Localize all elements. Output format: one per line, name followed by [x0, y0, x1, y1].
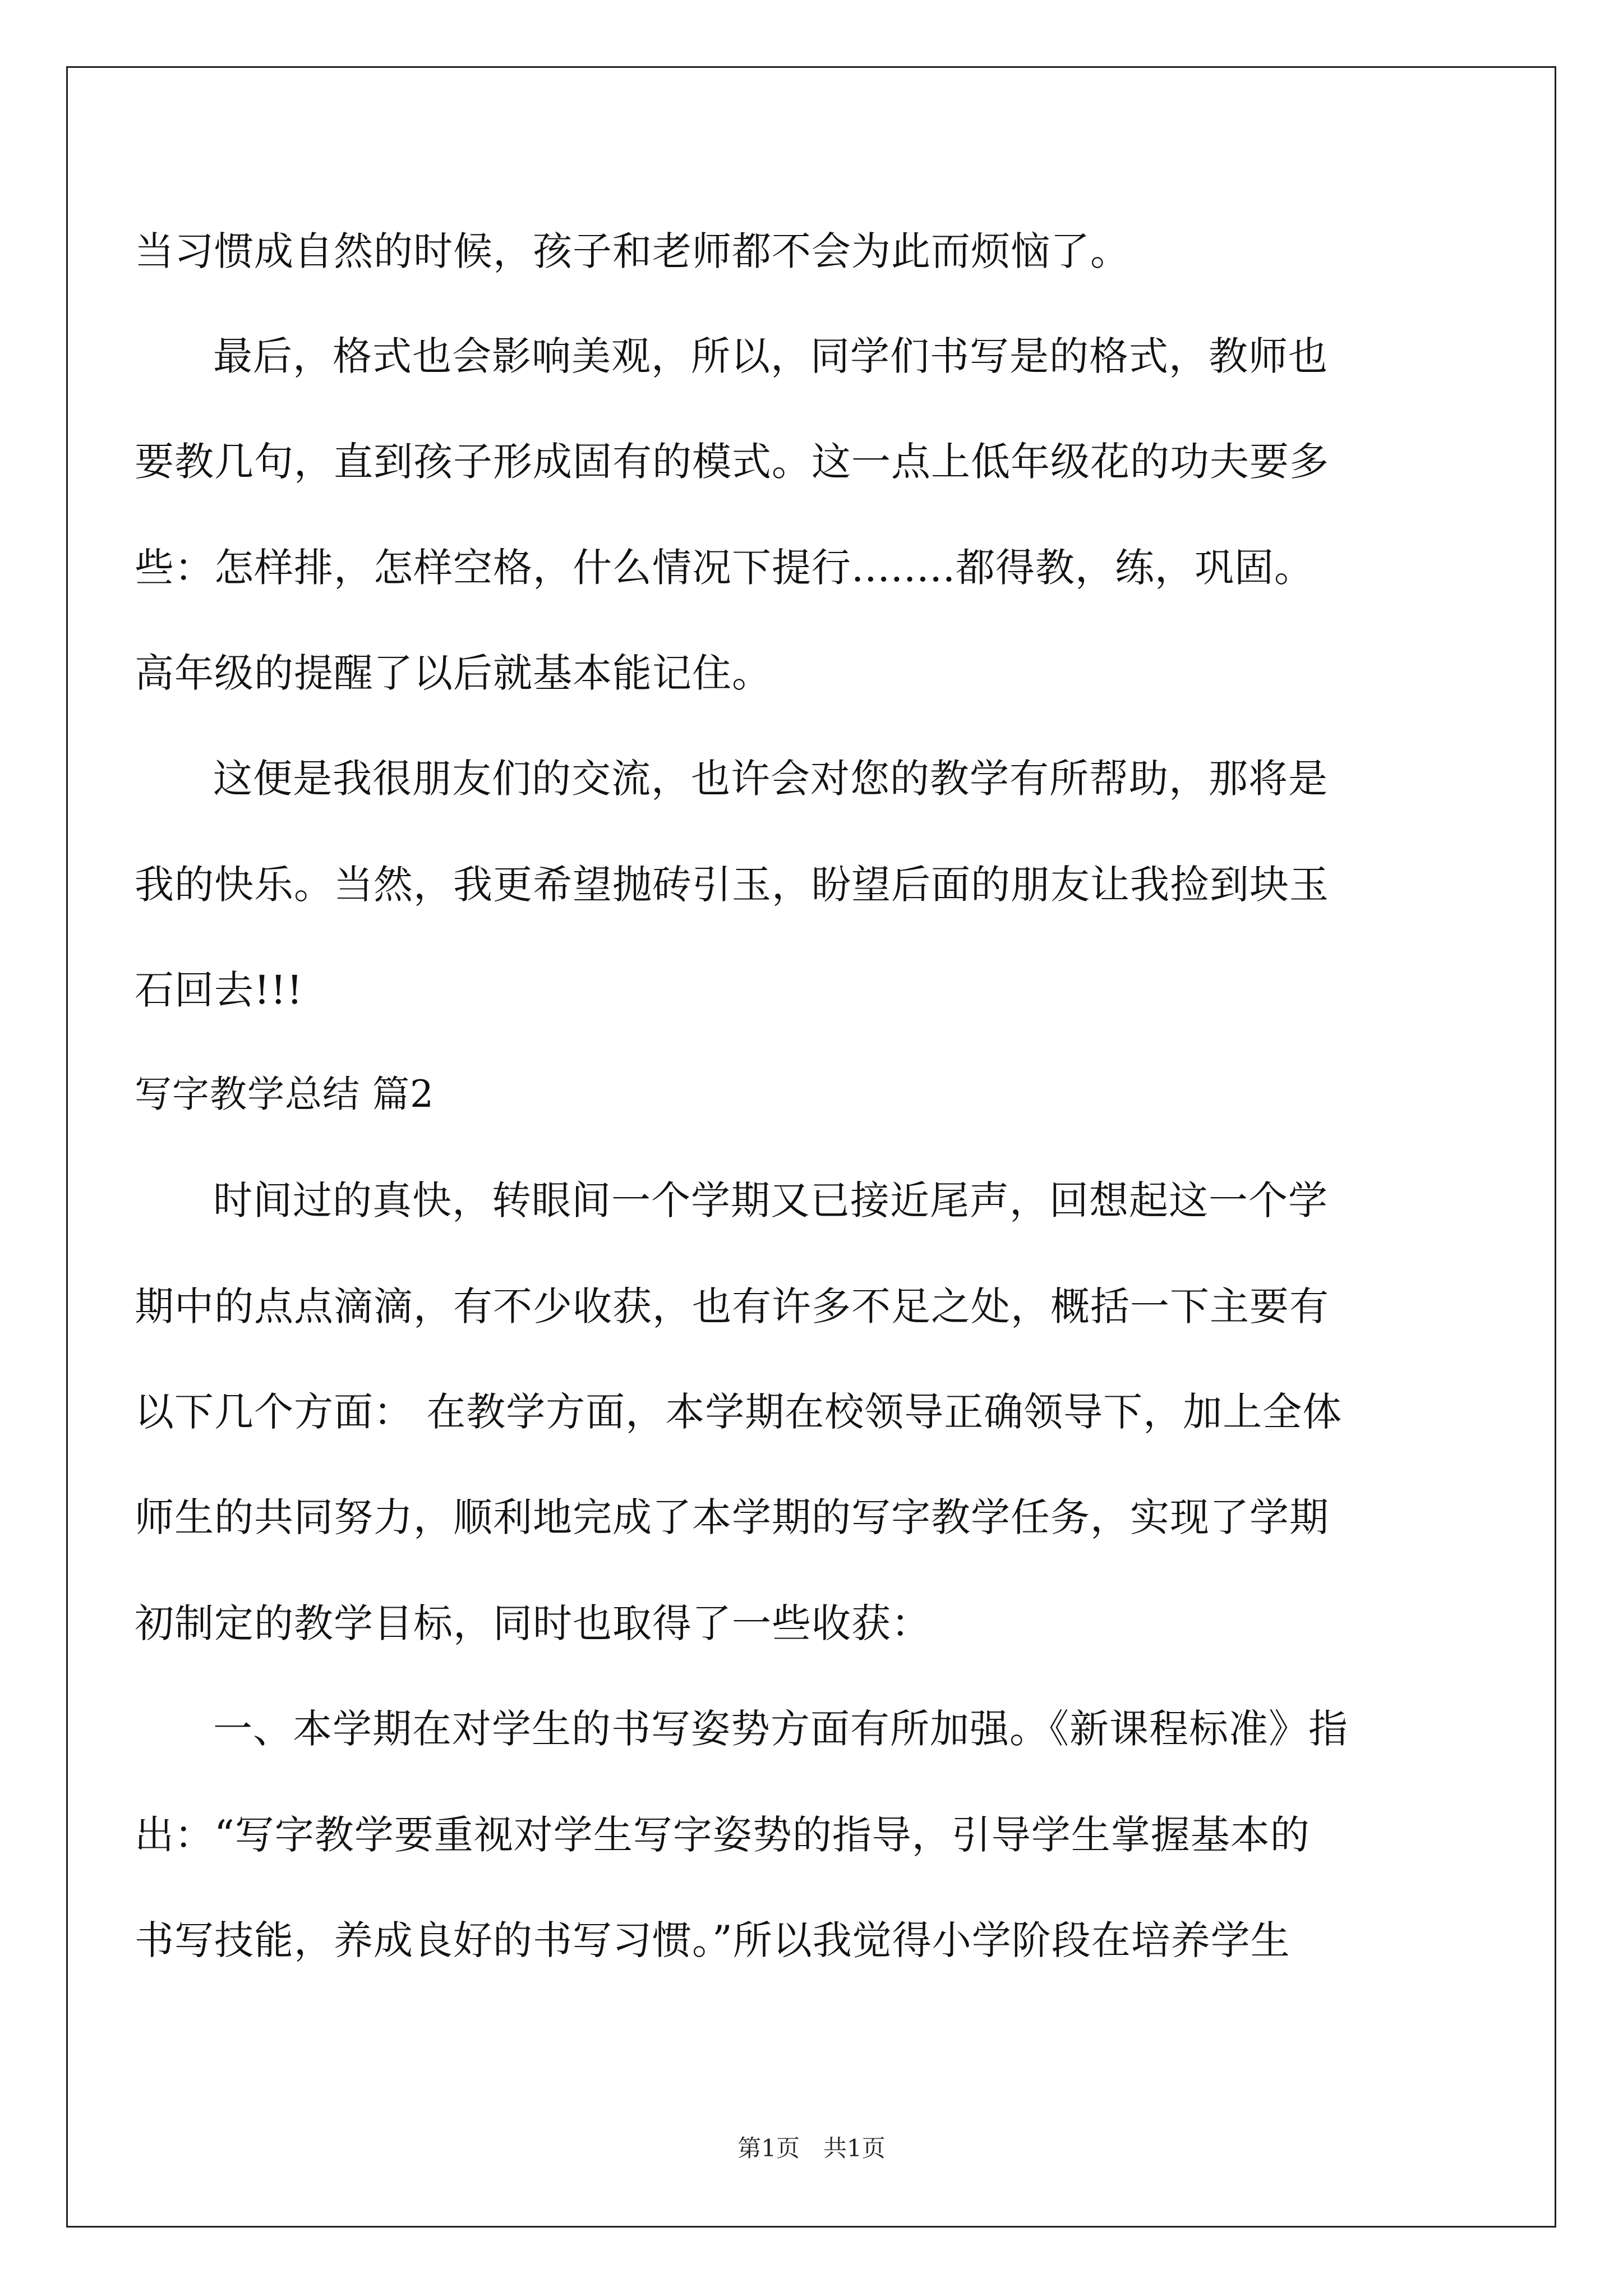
text-line-11: 期中的点点滴滴，有不少收获，也有许多不足之处，概括一下主要有	[135, 1283, 1329, 1329]
text-line-7: 我的快乐。当然，我更希望抛砖引玉，盼望后面的朋友让我捡到块玉	[135, 862, 1329, 908]
text-line-1: 当习惯成自然的时候，孩子和老师都不会为此而烦恼了。	[135, 228, 1130, 274]
text-line-12: 以下几个方面： 在教学方面，本学期在校领导正确领导下，加上全体	[135, 1389, 1343, 1435]
text-line-6: 这便是我很朋友们的交流，也许会对您的教学有所帮助，那将是	[213, 756, 1328, 802]
text-line-15: 一、本学期在对学生的书写姿势方面有所加强。《新课程标准》指	[213, 1706, 1348, 1752]
text-line-5: 高年级的提醒了以后就基本能记住。	[135, 650, 772, 696]
text-line-13: 师生的共同努力，顺利地完成了本学期的写字教学任务，实现了学期	[135, 1494, 1329, 1540]
text-line-16: 出：“写字教学要重视对学生写字姿势的指导，引导学生掌握基本的	[135, 1812, 1310, 1858]
text-line-14: 初制定的教学目标，同时也取得了一些收获：	[135, 1600, 931, 1646]
text-line-8: 石回去!!!	[135, 967, 303, 1013]
text-line-17: 书写技能，养成良好的书写习惯。”所以我觉得小学阶段在培养学生	[135, 1917, 1290, 1963]
text-line-2: 最后，格式也会影响美观，所以，同学们书写是的格式，教师也	[213, 333, 1328, 379]
text-line-10: 时间过的真快，转眼间一个学期又已接近尾声，回想起这一个学	[213, 1177, 1328, 1223]
page-number-footer: 第1页 共1页	[737, 2134, 886, 2162]
section-heading: 写字教学总结 篇2	[135, 1073, 434, 1116]
page-border	[66, 66, 1556, 2228]
text-line-3: 要教几句，直到孩子形成固有的模式。这一点上低年级花的功夫要多	[135, 439, 1329, 485]
text-line-4: 些：怎样排，怎样空格，什么情况下提行........都得教，练，巩固。	[135, 545, 1315, 591]
